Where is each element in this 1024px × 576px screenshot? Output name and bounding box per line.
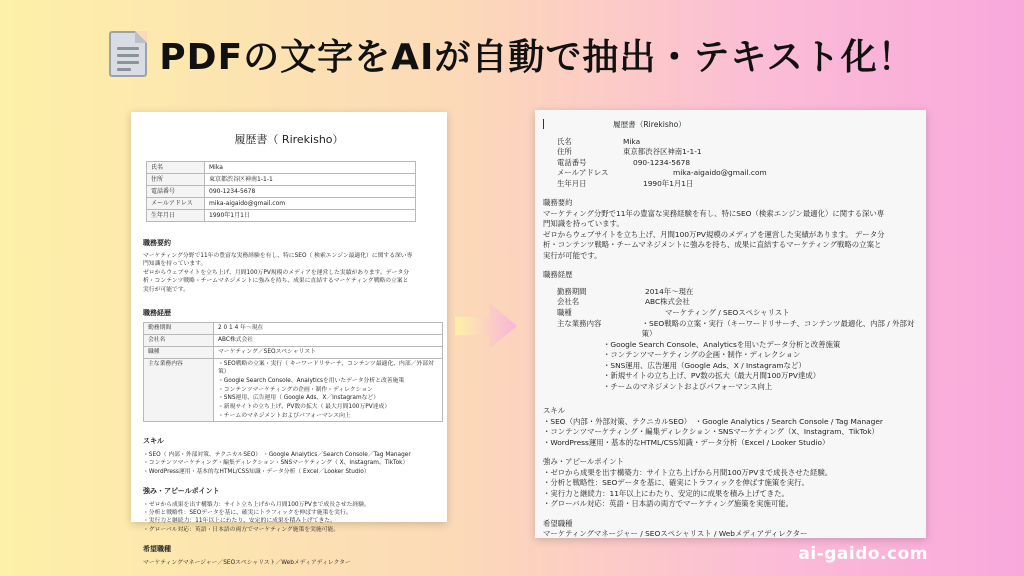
orig-summary	[143, 252, 435, 294]
ext-doc-title: 履歴書（Rirekisho）	[613, 120, 686, 129]
orig-profile-key: メールアドレス	[147, 197, 205, 209]
ext-career-value: ABC株式会社	[645, 297, 690, 307]
text-line: 実行が可能です。	[143, 286, 189, 293]
text-line: ・Google Search Console、Analyticsを用いたデータ分析と改善施策	[603, 339, 841, 349]
headline	[0, 24, 1024, 84]
ext-profile-key: 生年月日	[557, 178, 587, 188]
text-line: ・WordPress運用・基本的なHTML/CSS知識・データ分析（ Excel／Looker Studio）	[143, 468, 370, 475]
text-line: 析・コンテンツ戦略・チームマネジメントに強みを持ち、成果に直結するマーケティング戦略の立案と	[143, 278, 409, 285]
text-cursor	[543, 119, 544, 129]
orig-career-heading: 職務経歴	[143, 308, 171, 317]
orig-profile-key: 生年月日	[147, 209, 205, 221]
text-line: ・コンテンツマーケティング・編集ディレクション・SNSマーケティング（X、Instagram、TikTok）	[543, 427, 879, 437]
ext-career-key: 職種	[557, 308, 572, 317]
text-line: ・ゼロから成果を出す構築力：サイト立ち上げから月間100万PVまで成長させた経験。	[143, 501, 370, 508]
ext-duties	[543, 340, 918, 393]
orig-wish: マーケティングマネージャー／SEOスペシャリスト／Webメディアディレクター	[143, 559, 351, 566]
orig-career-value: 2 0 1 4 年～現在	[214, 323, 443, 335]
ext-career-key: 勤務期間	[557, 286, 587, 296]
text-line: ・チームのマネジメントおよびパフォーマンス向上	[218, 412, 351, 419]
orig-profile-key: 住所	[147, 173, 205, 185]
orig-duties	[214, 358, 443, 422]
original-pdf-document	[131, 112, 447, 566]
arrow-right-icon	[455, 303, 517, 349]
ext-appeal	[543, 468, 918, 510]
text-line: ・新規サイトの立ち上げ、PV数の拡大（最大月間100万PV達成）	[603, 371, 821, 381]
site-url: ai-gaido.com	[798, 544, 928, 564]
text-line: ・SEO（内部・外部対策、テクニカルSEO） ・Google Analytics / Search Console / Tag Manager	[543, 416, 883, 426]
table-row	[147, 185, 416, 197]
ext-skills	[543, 417, 918, 449]
ext-career-key: 会社名	[557, 297, 580, 307]
text-line: 門知識を持っています。	[543, 219, 624, 229]
text-line: ・Google Search Console、Analyticsを用いたデータ分析と改善施策	[218, 377, 405, 384]
text-line: ・SEO戦略の立案・実行（ キーワードリサーチ、コンテンツ最適化、内部／外部対策）	[218, 360, 434, 376]
ext-profile-value: Mika	[623, 136, 641, 146]
ext-career-value: マーケティング / SEOスペシャリスト	[665, 308, 790, 317]
text-line: 析・コンテンツ戦略・チームマネジメントに強みを持ち、成果に直結するマーケティング戦略の立案と	[543, 240, 882, 250]
text-line: ゼロからウェブサイトを立ち上げ、月間100万PV規模のメディアを運営した実績があります。データ分	[143, 269, 409, 276]
orig-career-value: ABC株式会社	[214, 335, 443, 347]
text-line: ・コンテンツマーケティングの企画・制作・ディレクション	[218, 386, 373, 393]
table-row	[147, 173, 416, 185]
ext-profile-key: 氏名	[557, 136, 572, 146]
text-line: ・コンテンツマーケティングの企画・制作・ディレクション	[603, 350, 801, 360]
table-row	[147, 197, 416, 209]
text-line: マーケティング分野で11年の豊富な実務経験を有し、特にSEO（ 検索エンジン最適化）に関する深い専	[143, 253, 413, 259]
ext-appeal-heading: 強み・アピールポイント	[543, 457, 624, 467]
ext-skills-heading: スキル	[543, 406, 566, 416]
table-row	[144, 358, 443, 422]
table-row	[144, 346, 443, 358]
ext-profile-value: 090-1234-5678	[633, 157, 691, 167]
text-line: ・チームのマネジメントおよびパフォーマンス向上	[603, 381, 773, 391]
table-row	[147, 209, 416, 221]
text-line: ・ゼロから成果を出す構築力：サイト立ち上げから月間100万PVまで成長させた経験。	[543, 467, 833, 477]
orig-career-key: 会社名	[144, 335, 214, 347]
orig-skills-heading: スキル	[143, 437, 164, 446]
orig-profile-value: 1990年1月1日	[205, 209, 416, 221]
orig-career-key: 職種	[144, 346, 214, 358]
text-line: ・SEO（ 内部・外部対策、テクニカルSEO） ・Google Analytics／Search Console／Tag Manager	[143, 451, 411, 458]
text-line: ・グローバル対応：英語・日本語の両方でマーケティング施策を実施可能。	[143, 526, 340, 533]
ext-profile-row	[543, 179, 918, 190]
orig-profile-value: 東京都渋谷区神南1-1-1	[205, 173, 416, 185]
text-line: ・グローバル対応：英語・日本語の両方でマーケティング施策を実施可能。	[543, 499, 794, 509]
ext-wish-heading: 希望職種	[543, 518, 573, 528]
orig-wish-heading: 希望職種	[143, 545, 171, 554]
extracted-text-document	[535, 110, 926, 538]
orig-career-table	[143, 322, 443, 422]
headline-title: PDFの文字をAIが自動で抽出・テキスト化！	[159, 36, 915, 78]
table-row	[144, 323, 443, 335]
ext-career-value: 2014年～現在	[645, 286, 694, 296]
text-line: ・SNS運用、広告運用（Google Ads、X / Instagramなど）	[603, 360, 806, 370]
ext-summary	[543, 209, 918, 262]
ext-profile-key: 住所	[557, 147, 572, 157]
orig-appeal-heading: 強み・アピールポイント	[143, 487, 220, 495]
orig-career-key: 勤務期間	[144, 323, 214, 335]
orig-appeal	[143, 501, 435, 535]
text-line: ・コンテンツマーケティング・編集ディレクション・SNSマーケティング（ X、Instagram、TikTok）	[143, 460, 409, 467]
ext-profile-value: 東京都渋谷区神南1-1-1	[623, 147, 702, 157]
ext-career-key: 主な業務内容	[557, 318, 602, 328]
table-row	[144, 335, 443, 347]
text-line: ・分析と戦略性：SEOデータを基に、確実にトラフィックを伸ばす施策を実行。	[543, 478, 809, 488]
ext-profile-row	[543, 158, 918, 169]
orig-skills	[143, 451, 435, 476]
text-line: マーケティング分野で11年の豊富な実務経験を有し、特にSEO（検索エンジン最適化）に関する深い専	[543, 208, 885, 218]
text-line: ・SEO戦略の立案・実行（キーワードリサーチ、コンテンツ最適化、内部 / 外部対策）	[641, 318, 915, 339]
orig-profile-table	[146, 161, 416, 222]
ext-profile-value: 1990年1月1日	[643, 178, 694, 188]
ext-profile-value: mika-aigaido@gmail.com	[673, 168, 767, 178]
document-icon	[109, 31, 147, 77]
orig-profile-key: 電話番号	[147, 185, 205, 197]
table-row	[147, 161, 416, 173]
text-line: ・実行力と継続力：11年以上にわたり、安定的に成果を積み上げてきた。	[143, 518, 336, 525]
text-line: ・WordPress運用・基本的なHTML/CSS知識・データ分析（Excel / Looker Studio）	[543, 437, 830, 447]
orig-profile-value: 090-1234-5678	[205, 185, 416, 197]
ext-duties-row	[543, 319, 918, 340]
ext-summary-heading: 職務要約	[543, 198, 573, 208]
orig-doc-title: 履歴書（ Rirekisho）	[234, 133, 344, 146]
ext-career-heading: 職務経歴	[543, 270, 573, 280]
orig-profile-value: Mika	[205, 161, 416, 173]
orig-profile-value: mika-aigaido@gmail.com	[205, 197, 416, 209]
orig-career-value: マーケティング／SEOスペシャリスト	[214, 346, 443, 358]
orig-summary-heading: 職務要約	[143, 238, 171, 247]
ext-profile-key: メールアドレス	[557, 168, 609, 178]
text-line: ・新規サイトの立ち上げ、PV数の拡大（ 最大月間100万PV達成）	[218, 403, 391, 410]
text-line: ゼロからウェブサイトを立ち上げ、月間100万PV規模のメディアを運営した実績があります。 データ分	[543, 229, 885, 239]
ext-career-row	[543, 308, 918, 319]
ext-profile-row	[543, 137, 918, 148]
text-line: ・分析と戦略性：SEOデータを基に、確実にトラフィックを伸ばす施策を実行。	[143, 509, 352, 516]
ext-profile-key: 電話番号	[557, 157, 587, 167]
ext-profile-row	[543, 147, 918, 158]
ext-wish: マーケティングマネージャー / SEOスペシャリスト / Webメディアディレクター	[543, 529, 808, 539]
text-line: 実行が可能です。	[543, 250, 602, 260]
ext-career-row	[543, 297, 918, 308]
orig-profile-key: 氏名	[147, 161, 205, 173]
ext-career-row	[543, 287, 918, 298]
ext-profile-row	[543, 168, 918, 179]
text-line: 門知識を持っています。	[143, 261, 207, 268]
orig-career-key: 主な業務内容	[144, 358, 214, 422]
text-line: ・実行力と継続力：11年以上にわたり、安定的に成果を積み上げてきた。	[543, 488, 789, 498]
text-line: ・SNS運用、広告運用（ Google Ads、X／Instagramなど）	[218, 395, 380, 402]
